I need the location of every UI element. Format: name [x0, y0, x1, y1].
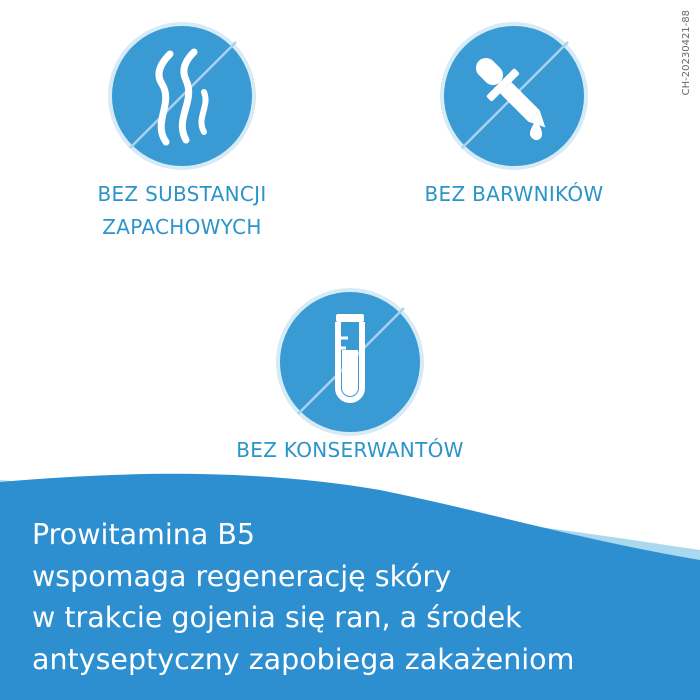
- no-preservatives-icon: [276, 288, 424, 436]
- bottom-message: [32, 514, 574, 680]
- feature-label-no-fragrance: BEZ SUBSTANCJI ZAPACHOWYCH: [97, 182, 267, 239]
- no-fragrance-icon: [108, 22, 256, 170]
- bottom-line-1: Prowitamina B5: [32, 518, 256, 551]
- feature-label-no-dyes: BEZ BARWNIKÓW: [424, 182, 604, 206]
- bottom-line-4: antyseptyczny zapobiega zakażeniom: [32, 642, 575, 676]
- bottom-line-2: wspomaga regenerację skóry: [32, 559, 452, 593]
- no-dyes-icon: [440, 22, 588, 170]
- feature-label-no-preservatives: BEZ KONSERWANTÓW: [236, 438, 464, 462]
- product-code: CH-20230421-88: [681, 10, 692, 96]
- bottom-line-3: w trakcie gojenia się ran, a środek: [32, 601, 522, 634]
